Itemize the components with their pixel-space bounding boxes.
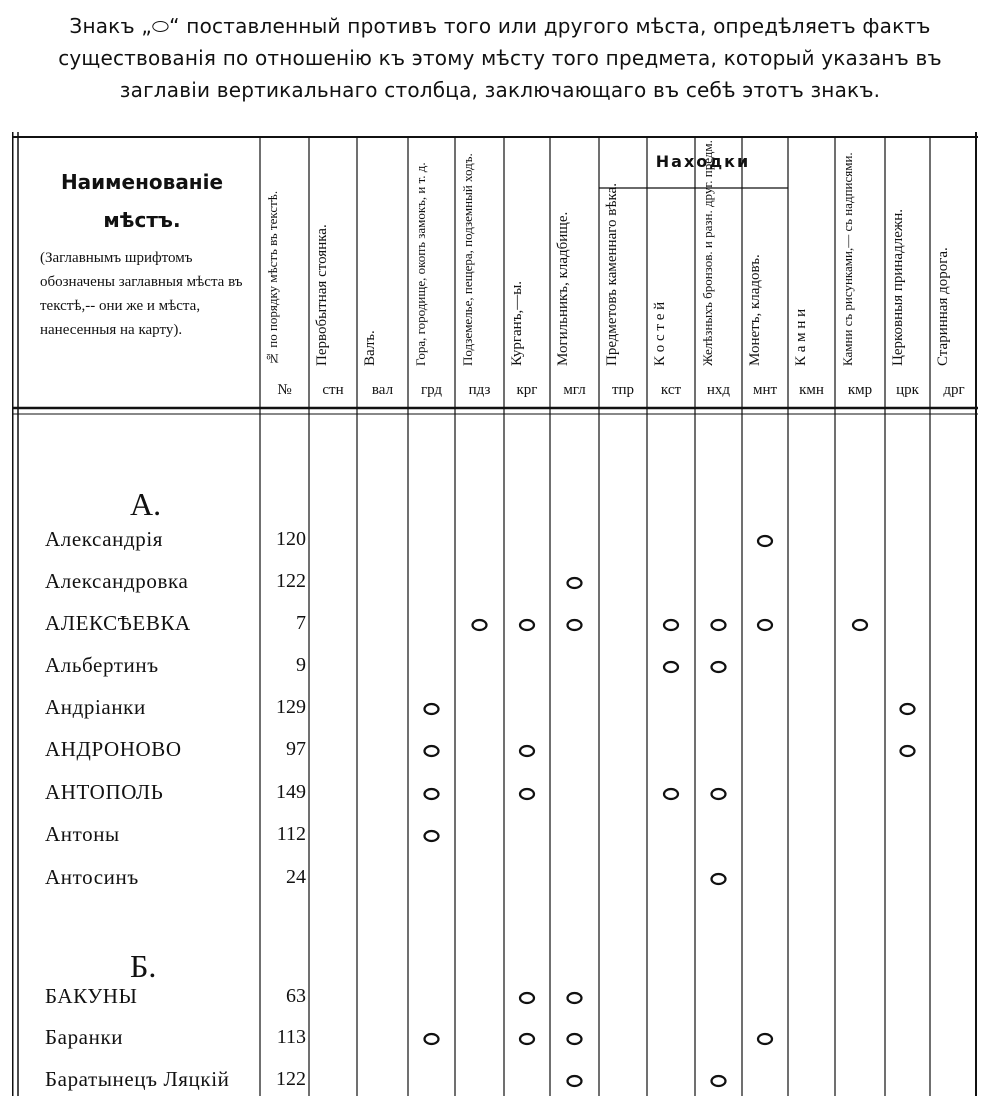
presence-mark-мнт	[758, 620, 772, 630]
place-number: 113	[276, 1026, 306, 1048]
place-name: Андріанки	[45, 695, 146, 719]
place-name: АНТОПОЛЬ	[45, 780, 164, 804]
presence-mark-грд	[425, 704, 439, 714]
column-label-1: № по порядку мѣстъ въ текстѣ.	[265, 190, 280, 366]
presence-mark-црк	[901, 704, 915, 714]
column-label-10: Желѣзныхъ бронзов. и разн. друг. предм.	[700, 140, 715, 366]
place-name: Антосинъ	[45, 865, 139, 889]
column-code-12: кмн	[799, 382, 824, 398]
presence-mark-мгл	[568, 1076, 582, 1086]
presence-mark-грд	[425, 789, 439, 799]
presence-mark-мгл	[568, 620, 582, 630]
presence-mark-нхд	[712, 1076, 726, 1086]
intro-line-3: заглавіи вертикальнаго столбца, заключающаго въ себѣ этотъ знакъ.	[119, 78, 881, 102]
column-label-14: Церковныя принадлежн.	[890, 208, 906, 366]
place-number: 112	[276, 823, 306, 845]
presence-mark-пдз	[473, 620, 487, 630]
presence-mark-мгл	[568, 993, 582, 1003]
place-name: АЛЕКСѢЕВКА	[45, 611, 191, 635]
places-table	[12, 130, 978, 1096]
header-title-line-1: Наименованіе	[60, 170, 224, 194]
column-code-15: дрг	[943, 382, 965, 398]
presence-mark-грд	[425, 1034, 439, 1044]
place-number: 122	[276, 1068, 306, 1090]
column-code-6: крг	[516, 382, 538, 398]
place-name: Баратынецъ Ляцкій	[45, 1067, 230, 1091]
presence-mark-грд	[425, 831, 439, 841]
place-name: Антоны	[45, 822, 120, 846]
column-label-12: К а м н и	[793, 308, 809, 366]
place-number: 129	[276, 696, 306, 718]
place-number: 7	[296, 612, 306, 634]
column-label-11: Монетъ, кладовъ.	[747, 254, 763, 366]
presence-mark-крг	[520, 789, 534, 799]
column-label-13: Камни съ рисунками,— съ надписями.	[840, 152, 855, 366]
place-name: Баранки	[45, 1025, 124, 1049]
presence-mark-мнт	[758, 1034, 772, 1044]
place-number: 149	[276, 781, 306, 803]
presence-mark-црк	[901, 746, 915, 756]
presence-mark-кст	[664, 620, 678, 630]
column-code-4: грд	[420, 382, 443, 398]
presence-mark-кмр	[853, 620, 867, 630]
intro-paragraph	[10, 10, 990, 106]
column-label-9: К о с т е й	[652, 301, 668, 366]
place-name: АНДРОНОВО	[45, 737, 182, 761]
presence-mark-мгл	[568, 578, 582, 588]
column-code-2: стн	[322, 382, 344, 398]
header-title-line-2: мѣстъ.	[103, 208, 181, 232]
column-label-4: Гора, городище, окопъ замокъ, и т. д.	[413, 162, 428, 366]
intro-line-2: существованія по отношенію къ этому мѣсту того предмета, который указанъ въ	[58, 46, 942, 70]
column-label-3: Валъ.	[362, 330, 378, 366]
presence-mark-крг	[520, 620, 534, 630]
place-number: 120	[276, 528, 306, 550]
column-code-13: кмр	[847, 382, 873, 398]
section-letter: Б.	[130, 948, 157, 984]
presence-mark-мгл	[568, 1034, 582, 1044]
place-name: Александровка	[45, 569, 189, 593]
presence-mark-грд	[425, 746, 439, 756]
column-code-8: тпр	[611, 382, 635, 398]
column-code-9: кст	[660, 382, 682, 398]
column-label-6: Курганъ,—ы.	[509, 280, 525, 366]
header-title	[42, 163, 242, 239]
place-name: Альбертинъ	[45, 653, 159, 677]
column-code-10: нхд	[706, 382, 731, 398]
presence-mark-кст	[664, 789, 678, 799]
column-code-14: црк	[896, 382, 919, 398]
finds-group-label: Находки	[655, 152, 751, 171]
column-code-11: мнт	[752, 382, 778, 398]
place-number: 9	[296, 654, 306, 676]
column-code-7: мгл	[563, 382, 586, 398]
place-name: БАКУНЫ	[45, 984, 138, 1008]
column-label-8: Предметовъ каменнаго вѣка.	[604, 183, 620, 366]
intro-line-1: Знакъ „⬭“ поставленный противъ того или другого мѣста, опредѣляетъ фактъ	[69, 14, 931, 38]
presence-mark-нхд	[712, 874, 726, 884]
column-label-7: Могильникъ, кладбище.	[555, 211, 571, 366]
presence-mark-нхд	[712, 789, 726, 799]
section-letter: А.	[130, 486, 162, 522]
place-number: 122	[276, 570, 306, 592]
presence-mark-крг	[520, 993, 534, 1003]
column-code-3: вал	[371, 382, 394, 398]
presence-mark-крг	[520, 1034, 534, 1044]
place-number: 97	[286, 738, 306, 760]
column-label-5: Подземелье, пещера, подземный ходъ.	[460, 153, 475, 366]
presence-mark-нхд	[712, 620, 726, 630]
header-note: (Заглавнымъ шрифтомъ обозначены заглавныя мѣста въ текстѣ,-- они же и мѣста, нанесенныя на карту).	[40, 250, 243, 338]
column-code-1: №	[277, 382, 292, 398]
presence-mark-мнт	[758, 536, 772, 546]
presence-mark-кст	[664, 662, 678, 672]
place-number: 24	[286, 866, 306, 888]
presence-mark-крг	[520, 746, 534, 756]
presence-mark-нхд	[712, 662, 726, 672]
column-label-2: Первобытная стоянка.	[314, 224, 330, 366]
place-number: 63	[286, 985, 306, 1007]
column-code-5: пдз	[468, 382, 491, 398]
column-label-15: Старинная дорога.	[935, 247, 951, 366]
place-name: Александрія	[45, 527, 164, 551]
